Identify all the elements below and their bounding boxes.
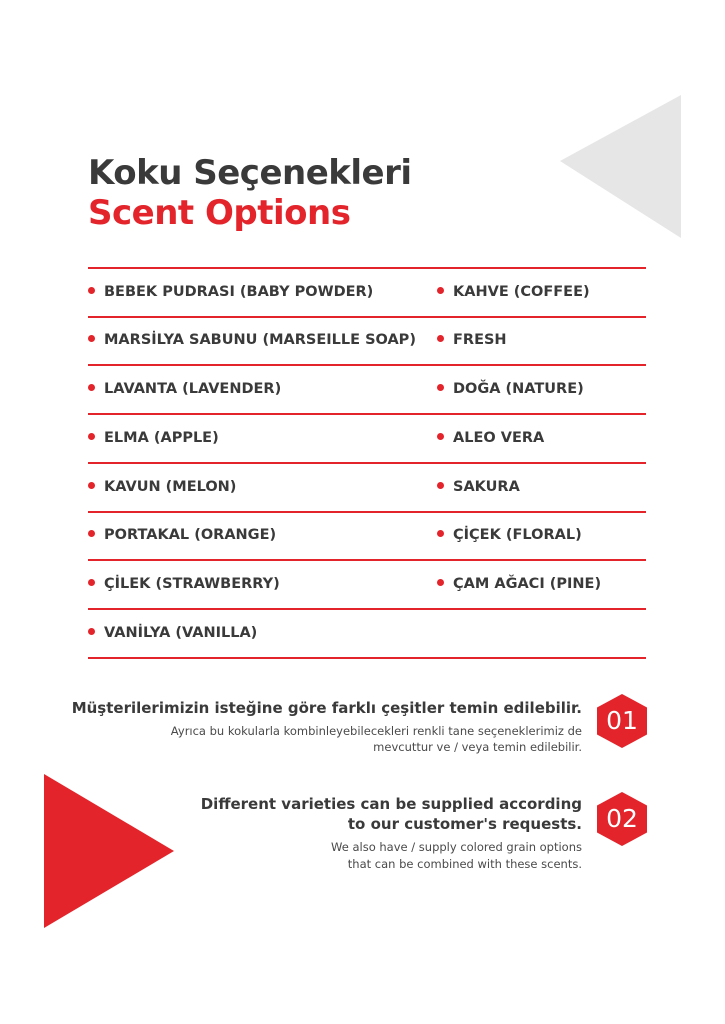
bullet-dot-icon: [88, 628, 95, 635]
decorative-gray-triangle: [560, 95, 681, 238]
note-description: We also have / supply colored grain options: [331, 840, 582, 854]
page-title-english: Scent Options: [88, 193, 351, 233]
bullet-dot-icon: [88, 384, 95, 391]
scent-label: SAKURA: [453, 479, 520, 495]
list-item: [88, 331, 416, 349]
list-item: [437, 331, 507, 349]
divider-line: [88, 364, 646, 366]
divider-line: [88, 511, 646, 513]
bullet-dot-icon: [88, 579, 95, 586]
note-description: Ayrıca bu kokularla kombinleyebilecekleri renkli tane seçeneklerimiz de: [170, 724, 582, 738]
list-item: [88, 380, 281, 398]
divider-line: [88, 608, 646, 610]
list-item: [437, 526, 582, 544]
note-description: mevcuttur ve / veya temin edilebilir.: [373, 740, 582, 754]
bullet-dot-icon: [88, 335, 95, 342]
bullet-dot-icon: [437, 530, 444, 537]
bullet-dot-icon: [437, 384, 444, 391]
bullet-dot-icon: [88, 287, 95, 294]
bullet-dot-icon: [437, 433, 444, 440]
bullet-dot-icon: [437, 482, 444, 489]
list-item: [437, 429, 544, 447]
decorative-red-triangle: [44, 774, 174, 928]
scent-label: VANİLYA (VANILLA): [104, 625, 258, 641]
list-item: [88, 478, 236, 496]
note-description: that can be combined with these scents.: [347, 857, 582, 871]
divider-line: [88, 462, 646, 464]
bullet-dot-icon: [88, 530, 95, 537]
note-title: Müşterilerimizin isteğine göre farklı çeşitler temin edilebilir.: [71, 699, 582, 717]
list-item: [88, 283, 373, 301]
list-item: [437, 478, 520, 496]
list-item: [88, 429, 219, 447]
divider-line: [88, 267, 646, 269]
divider-line: [88, 413, 646, 415]
bullet-dot-icon: [437, 335, 444, 342]
scent-label: KAHVE (COFFEE): [453, 284, 590, 300]
scent-label: ALEO VERA: [453, 430, 545, 446]
list-item: [437, 575, 601, 593]
list-item: [437, 283, 590, 301]
scent-label: FRESH: [453, 332, 507, 348]
divider-line: [88, 316, 646, 318]
scent-label: ÇİÇEK (FLORAL): [453, 527, 582, 543]
badge-number: 02: [606, 804, 638, 833]
scent-label: BEBEK PUDRASI (BABY POWDER): [104, 284, 374, 300]
scent-label: LAVANTA (LAVENDER): [104, 381, 282, 397]
bullet-dot-icon: [88, 433, 95, 440]
divider-line: [88, 559, 646, 561]
note-title: to our customer's requests.: [347, 815, 582, 833]
list-item: [88, 526, 276, 544]
scent-label: DOĞA (NATURE): [453, 381, 584, 397]
list-item: [437, 380, 584, 398]
list-item: [88, 575, 280, 593]
badge-number: 01: [606, 706, 638, 735]
list-item: [88, 624, 257, 642]
page-title-turkish: Koku Seçenekleri: [88, 153, 412, 193]
bullet-dot-icon: [437, 287, 444, 294]
scent-label: PORTAKAL (ORANGE): [104, 527, 277, 543]
note-title: Different varieties can be supplied according: [200, 795, 582, 813]
bullet-dot-icon: [88, 482, 95, 489]
scent-label: ELMA (APPLE): [104, 430, 219, 446]
scent-label: KAVUN (MELON): [104, 479, 237, 495]
scent-label: MARSİLYA SABUNU (MARSEILLE SOAP): [104, 332, 416, 348]
scent-label: ÇİLEK (STRAWBERRY): [104, 576, 280, 592]
bullet-dot-icon: [437, 579, 444, 586]
scent-label: ÇAM AĞACI (PINE): [453, 576, 602, 592]
divider-line: [88, 657, 646, 659]
